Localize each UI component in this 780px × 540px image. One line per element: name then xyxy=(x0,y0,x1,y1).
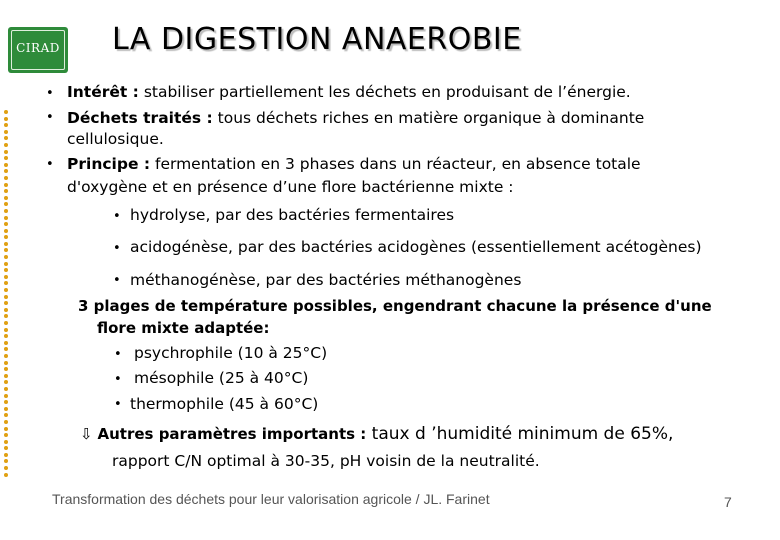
decorative-dot xyxy=(4,420,8,424)
bullet-text: fermentation en 3 phases dans un réacteur, en absence totale xyxy=(150,155,641,173)
bullet-icon: • xyxy=(114,372,122,387)
footer-text: Transformation des déchets pour leur valorisation agricole / JL. Farinet xyxy=(52,491,490,507)
decorative-dots xyxy=(3,110,11,479)
decorative-dot xyxy=(4,394,8,398)
decorative-dot xyxy=(4,308,8,312)
bullet-icon: • xyxy=(113,209,121,224)
decorative-dot xyxy=(4,242,8,246)
phase-item: méthanogénèse, par des bactéries méthanogènes xyxy=(130,271,522,289)
decorative-dot xyxy=(4,130,8,134)
decorative-dot xyxy=(4,123,8,127)
decorative-dot xyxy=(4,248,8,252)
other-parameters xyxy=(80,424,673,444)
decorative-dot xyxy=(4,117,8,121)
decorative-dot xyxy=(4,453,8,457)
decorative-dot xyxy=(4,255,8,259)
decorative-dot xyxy=(4,229,8,233)
bullet-icon: • xyxy=(46,86,54,101)
decorative-dot xyxy=(4,380,8,384)
decorative-dot xyxy=(4,156,8,160)
decorative-dot xyxy=(4,328,8,332)
bullet-icon: • xyxy=(46,157,54,172)
other-label: Autres paramètres importants : xyxy=(97,425,367,443)
cirad-logo xyxy=(8,27,68,73)
decorative-dot xyxy=(4,321,8,325)
decorative-dot xyxy=(4,446,8,450)
bullet-icon: • xyxy=(113,273,121,288)
temperature-heading-cont: flore mixte adaptée: xyxy=(97,319,270,337)
decorative-dot xyxy=(4,334,8,338)
bullet-text: stabiliser partiellement les déchets en produisant de l’énergie. xyxy=(138,83,631,101)
bullet-label: Intérêt : xyxy=(67,83,139,101)
decorative-dot xyxy=(4,367,8,371)
bullet-dechets xyxy=(67,108,644,128)
bullet-principe xyxy=(67,154,641,174)
decorative-dot xyxy=(4,288,8,292)
decorative-dot xyxy=(4,387,8,391)
bullet-interet xyxy=(67,82,631,102)
decorative-dot xyxy=(4,110,8,114)
decorative-dot xyxy=(4,275,8,279)
phase-item: acidogénèse, par des bactéries acidogènes (essentiellement acétogènes) xyxy=(130,238,702,256)
temperature-range: thermophile (45 à 60°C) xyxy=(130,395,319,413)
decorative-dot xyxy=(4,176,8,180)
decorative-dot xyxy=(4,209,8,213)
decorative-dot xyxy=(4,400,8,404)
other-text: taux d ’humidité minimum de 65%, xyxy=(366,424,674,444)
decorative-dot xyxy=(4,262,8,266)
decorative-dot xyxy=(4,361,8,365)
decorative-dot xyxy=(4,143,8,147)
decorative-dot xyxy=(4,473,8,477)
decorative-dot xyxy=(4,202,8,206)
bullet-continuation: cellulosique. xyxy=(67,130,164,148)
bullet-icon: • xyxy=(46,110,54,125)
decorative-dot xyxy=(4,301,8,305)
decorative-dot xyxy=(4,466,8,470)
decorative-dot xyxy=(4,189,8,193)
temperature-range: psychrophile (10 à 25°C) xyxy=(134,344,328,362)
arrow-down-icon: ⇩ xyxy=(80,425,93,443)
decorative-dot xyxy=(4,459,8,463)
bullet-icon: • xyxy=(114,347,122,362)
decorative-dot xyxy=(4,433,8,437)
bullet-icon: • xyxy=(114,397,122,412)
bullet-text: tous déchets riches en matière organique à dominante xyxy=(212,109,645,127)
decorative-dot xyxy=(4,354,8,358)
page-number: 7 xyxy=(724,494,732,510)
temperature-range: mésophile (25 à 40°C) xyxy=(134,369,309,387)
decorative-dot xyxy=(4,440,8,444)
decorative-dot xyxy=(4,314,8,318)
temperature-heading: 3 plages de température possibles, engendrant chacune la présence d'une xyxy=(78,297,712,315)
decorative-dot xyxy=(4,136,8,140)
decorative-dot xyxy=(4,268,8,272)
bullet-icon: • xyxy=(113,241,121,256)
phase-item: hydrolyse, par des bactéries fermentaires xyxy=(130,206,455,224)
decorative-dot xyxy=(4,427,8,431)
logo-text: CIRAD xyxy=(16,41,60,55)
bullet-label: Principe : xyxy=(67,155,151,173)
decorative-dot xyxy=(4,235,8,239)
decorative-dot xyxy=(4,281,8,285)
decorative-dot xyxy=(4,183,8,187)
decorative-dot xyxy=(4,374,8,378)
decorative-dot xyxy=(4,347,8,351)
decorative-dot xyxy=(4,169,8,173)
bullet-label: Déchets traités : xyxy=(67,109,213,127)
slide-title: LA DIGESTION ANAEROBIE xyxy=(112,22,522,57)
decorative-dot xyxy=(4,222,8,226)
decorative-dot xyxy=(4,216,8,220)
decorative-dot xyxy=(4,407,8,411)
decorative-dot xyxy=(4,341,8,345)
decorative-dot xyxy=(4,196,8,200)
decorative-dot xyxy=(4,163,8,167)
other-continuation: rapport C/N optimal à 30-35, pH voisin de la neutralité. xyxy=(112,452,540,470)
decorative-dot xyxy=(4,413,8,417)
decorative-dot xyxy=(4,295,8,299)
bullet-continuation: d'oxygène et en présence d’une flore bactérienne mixte : xyxy=(67,178,514,196)
decorative-dot xyxy=(4,150,8,154)
